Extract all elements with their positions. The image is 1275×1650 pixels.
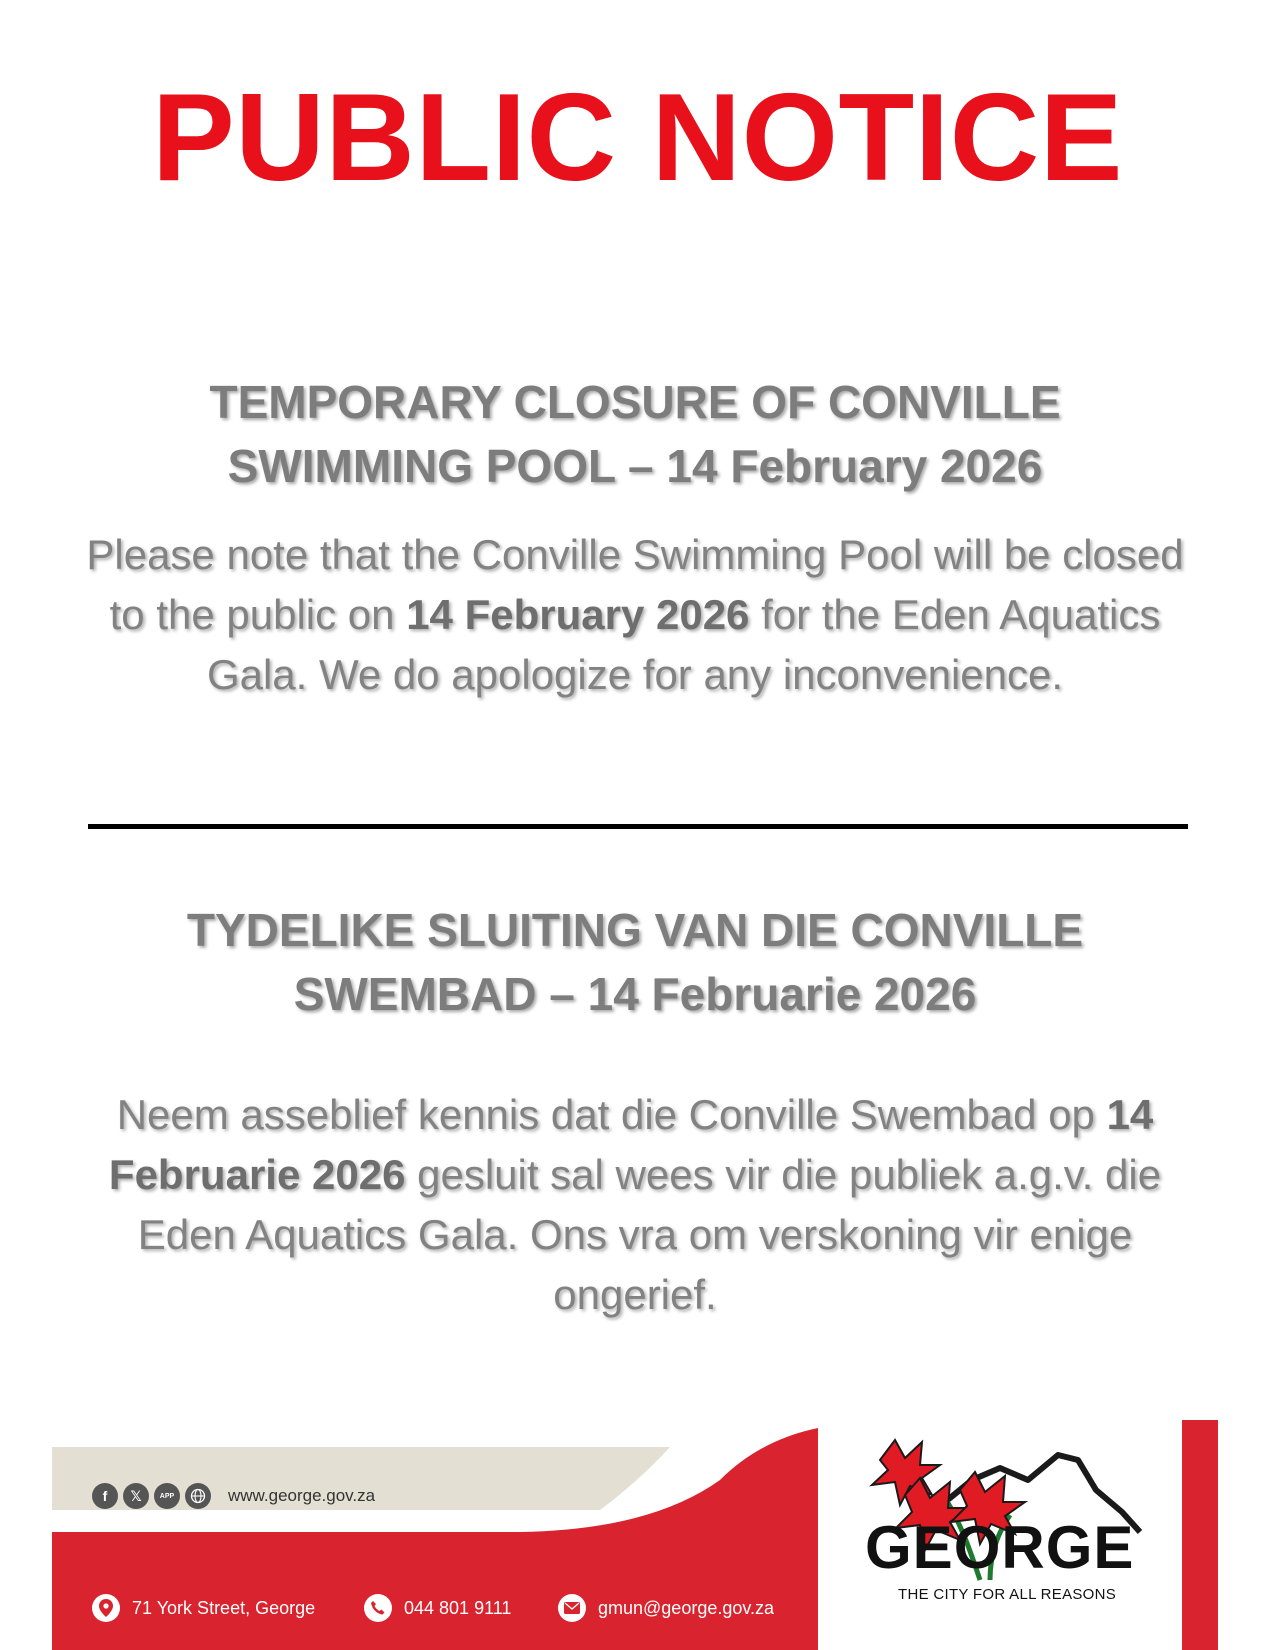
address-item: [92, 1594, 315, 1622]
globe-icon[interactable]: [185, 1483, 211, 1509]
english-body-part1: Please note that the Conville Swimming Pool will be closed to the public on: [86, 531, 1184, 638]
afrikaans-heading-line2: SWEMBAD – 14 Februarie 2026: [293, 968, 977, 1020]
afrikaans-body-date: 14 Februarie 2026: [108, 1091, 1154, 1198]
afrikaans-body: [80, 1085, 1190, 1325]
english-body-part2: for the Eden Aquatics Gala. We do apologize for any inconvenience.: [206, 591, 1161, 698]
address-text: 71 York Street, George: [132, 1597, 316, 1618]
logo-tagline: THE CITY FOR ALL REASONS: [898, 1586, 1117, 1603]
email-item: [558, 1594, 774, 1622]
afrikaans-body-text: [80, 1085, 1190, 1325]
english-heading-line2: SWIMMING POOL – 14 February 2026: [227, 440, 1043, 492]
english-body-text: [80, 525, 1190, 705]
logo-name: GEORGE: [865, 1514, 1135, 1581]
website-link[interactable]: www.george.gov.za: [228, 1486, 376, 1505]
x-icon[interactable]: 𝕏: [123, 1483, 149, 1509]
phone-item: [364, 1594, 511, 1622]
afrikaans-body-part1: Neem asseblief kennis dat die Conville Swembad op: [116, 1091, 1107, 1138]
page-title: PUBLIC NOTICE: [152, 69, 1123, 207]
english-body: [80, 525, 1190, 705]
afrikaans-body-part2: gesluit sal wees vir die publiek a.g.v. die Eden Aquatics Gala. Ons vra om verskoning vir enige ongerief.: [137, 1151, 1162, 1318]
phone-icon: [364, 1594, 392, 1622]
english-heading: [80, 370, 1190, 498]
social-links: [92, 1483, 375, 1509]
afrikaans-heading: [80, 898, 1190, 1026]
afrikaans-heading-line1: TYDELIKE SLUITING VAN DIE CONVILLE: [186, 904, 1084, 956]
mail-icon: [558, 1594, 586, 1622]
facebook-icon[interactable]: f: [92, 1483, 118, 1509]
english-body-date: 14 February 2026: [406, 591, 750, 638]
app-icon[interactable]: APP: [154, 1483, 180, 1509]
email-text[interactable]: gmun@george.gov.za: [598, 1597, 775, 1618]
phone-text[interactable]: 044 801 9111: [404, 1597, 512, 1618]
location-pin-icon: [92, 1594, 120, 1622]
english-heading-line1: TEMPORARY CLOSURE OF CONVILLE: [209, 376, 1061, 428]
section-divider: [88, 824, 1188, 829]
footer-right-bar: [1182, 1420, 1218, 1650]
